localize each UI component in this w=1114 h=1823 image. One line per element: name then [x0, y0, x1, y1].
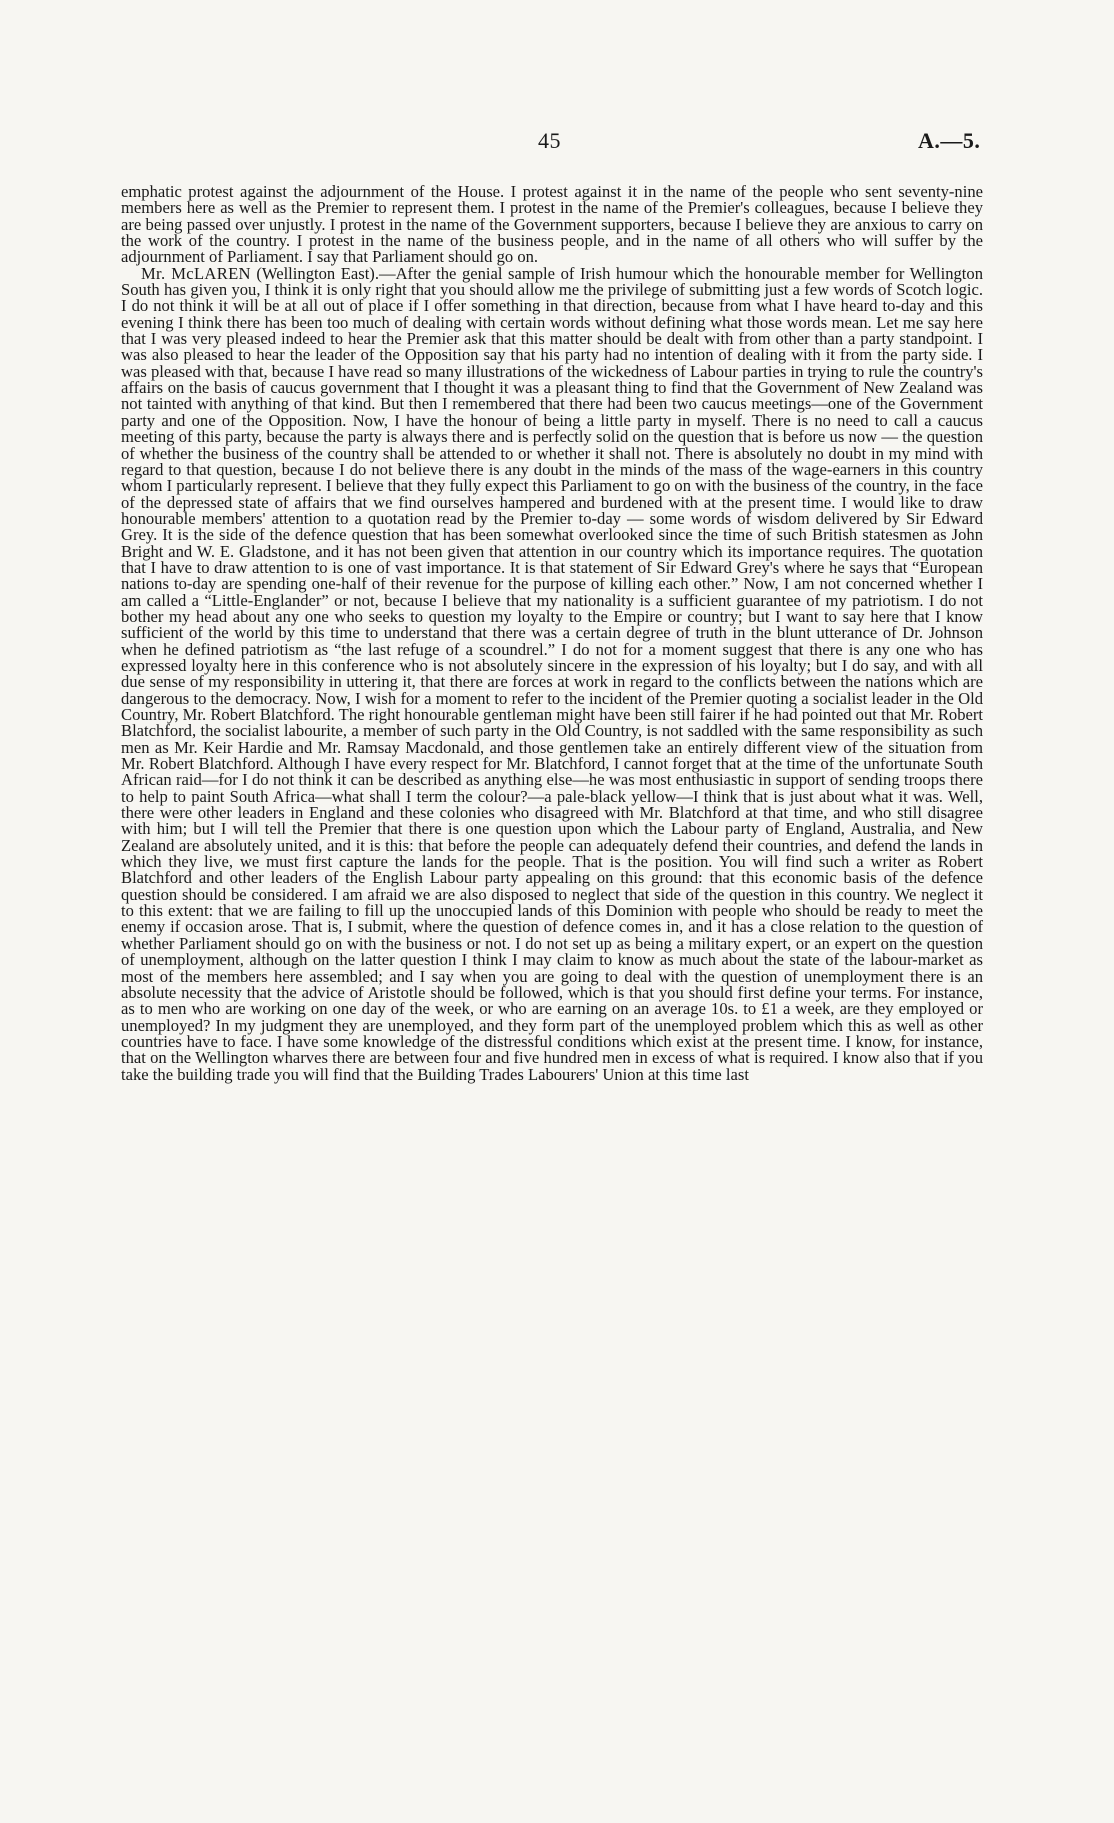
- page-number: 45: [538, 128, 561, 153]
- document-reference: A.—5.: [918, 128, 981, 153]
- body-text: [121, 184, 983, 1083]
- paragraph-continuation: emphatic protest against the adjournment of the House. I protest against it in the name of the people who sent seventy-nine members here as well as the Premier to represent them. I protest in the name of the Premier's colleagues, because I believe they are being passed over unjustly. I protest in the name of the Government supporters, because I believe they are anxious to carry on the work of the country. I protest in the name of the business people, and in the name of all others who will suffer by the adjournment of Parliament. I say that Parliament should go on.: [121, 182, 983, 267]
- speaker-name: Mr. McLAREN: [141, 263, 251, 283]
- speech-text: (Wellington East).—After the genial sample of Irish humour which the honourable member for Wellington South has given you, I think it is only right that you should allow me the privilege of submitting just a few words of Scotch logic. I do not think it will be at all out of place if I offer something in that direction, because from what I have heard to-day and this evening I think there has been too much of dealing with certain words without defining what those words mean. Let me say here that I was very pleased indeed to hear the Premier ask that this matter should be dealt with from other than a party standpoint. I was also pleased to hear the leader of the Opposition say that his party had no intention of dealing with it from the party side. I was pleased with that, because I have read so many illustrations of the wickedness of Labour parties in trying to rule the country's affairs on the basis of caucus government that I thought it was a pleasant thing to find that the Government of New Zealand was not tainted with anything of that kind. But then I remembered that there had been two caucus meetings—one of the Government party and one of the Opposition. Now, I have the honour of being a little party in myself. There is no need to call a caucus meeting of this party, because the party is always there and is perfectly solid on the question that is before us now — the question of whether the business of the country shall be attended to or whether it shall not. There is absolutely no doubt in my mind with regard to that question, because I do not believe there is any doubt in the minds of the mass of the wage-earners in this country whom I particularly represent. I believe that they fully expect this Parliament to go on with the business of the country, in the face of the depressed state of affairs that we find ourselves hampered and burdened with at the present time. I would like to draw honourable members' attention to a quotation read by the Premier to-day — some words of wisdom delivered by Sir Edward Grey. It is the side of the defence question that has been somewhat overlooked since the time of such British statesmen as John Bright and W. E. Gladstone, and it has not been given that attention in our country which its importance requires. The quotation that I have to draw attention to is one of vast importance. It is that statement of Sir Edward Grey's where he says that “European nations to-day are spending one-half of their revenue for the purpose of killing each other.” Now, I am not concerned whether I am called a “Little-Englander” or not, because I believe that my nationality is a sufficient guarantee of my patriotism. I do not bother my head about any one who seeks to question my loyalty to the Empire or country; but I want to say here that I know sufficient of the world by this time to understand that there was a certain degree of truth in the blunt utterance of Dr. Johnson when he defined patriotism as “the last refuge of a scoundrel.” I do not for a moment suggest that there is any one who has expressed loyalty here in this conference who is not absolutely sincere in the expression of his loyalty; but I do say, and with all due sense of my responsibility in uttering it, that there are forces at work in regard to the conflicts between the nations which are dangerous to the democracy. Now, I wish for a moment to refer to the incident of the Premier quoting a socialist leader in the Old Country, Mr. Robert Blatchford. The right honourable gentleman might have been still fairer if he had pointed out that Mr. Robert Blatchford, the socialist labourite, a member of such party in the Old Country, is not saddled with the same responsibility as such men as Mr. Keir Hardie and Mr. Ramsay Macdonald, and those gentlemen take an entirely different view of the situation from Mr. Robert Blatchford. Although I have every respect for Mr. Blatchford, I cannot forget that at the time of the unfortunate South African raid—for I do not think it can be described as anything else—he was most enthusiastic in support of sending troops there to help to paint South Africa—what shall I term the colour?—a pale-black yellow—I think that is just about what it was. Well, there were other leaders in England and these colonies who disagreed with Mr. Blatchford at that time, and who still disagree with him; but I will tell the Premier that there is one question upon which the Labour party of England, Australia, and New Zealand are absolutely united, and it is this: that before the people can adequately defend their countries, and defend the lands in which they live, we must first capture the lands for the people. That is the position. You will find such a writer as Robert Blatchford and other leaders of the English Labour party appealing on this ground: that this economic basis of the defence question should be considered. I am afraid we are also disposed to neglect that side of the question in this country. We neglect it to this extent: that we are failing to fill up the unoccupied lands of this Dominion with people who should be ready to meet the enemy if occasion arose. That is, I submit, where the question of defence comes in, and it has a close relation to the question of whether Parliament should go on with the business or not. I do not set up as being a military expert, or an expert on the question of unemployment, although on the latter question I think I may claim to know as much about the state of the labour-market as most of the members here assembled; and I say when you are going to deal with the question of unemployment there is an absolute necessity that the advice of Aristotle should be followed, which is that you should first define your terms. For instance, as to men who are working on one day of the week, or who are earning on an average 10s. to £1 a week, are they employed or unemployed? In my judgment they are unemployed, and they form part of the unemployed problem which this as well as other countries have to face. I have some knowledge of the distressful conditions which exist at the present time. I know, for instance, that on the Wellington wharves there are between four and five hundred men in excess of what is required. I know also that if you take the building trade you will find that the Building Trades Labourers' Union at this time last: [121, 263, 984, 1084]
- paragraph-speech: [121, 263, 984, 1084]
- page-header: [0, 128, 1114, 158]
